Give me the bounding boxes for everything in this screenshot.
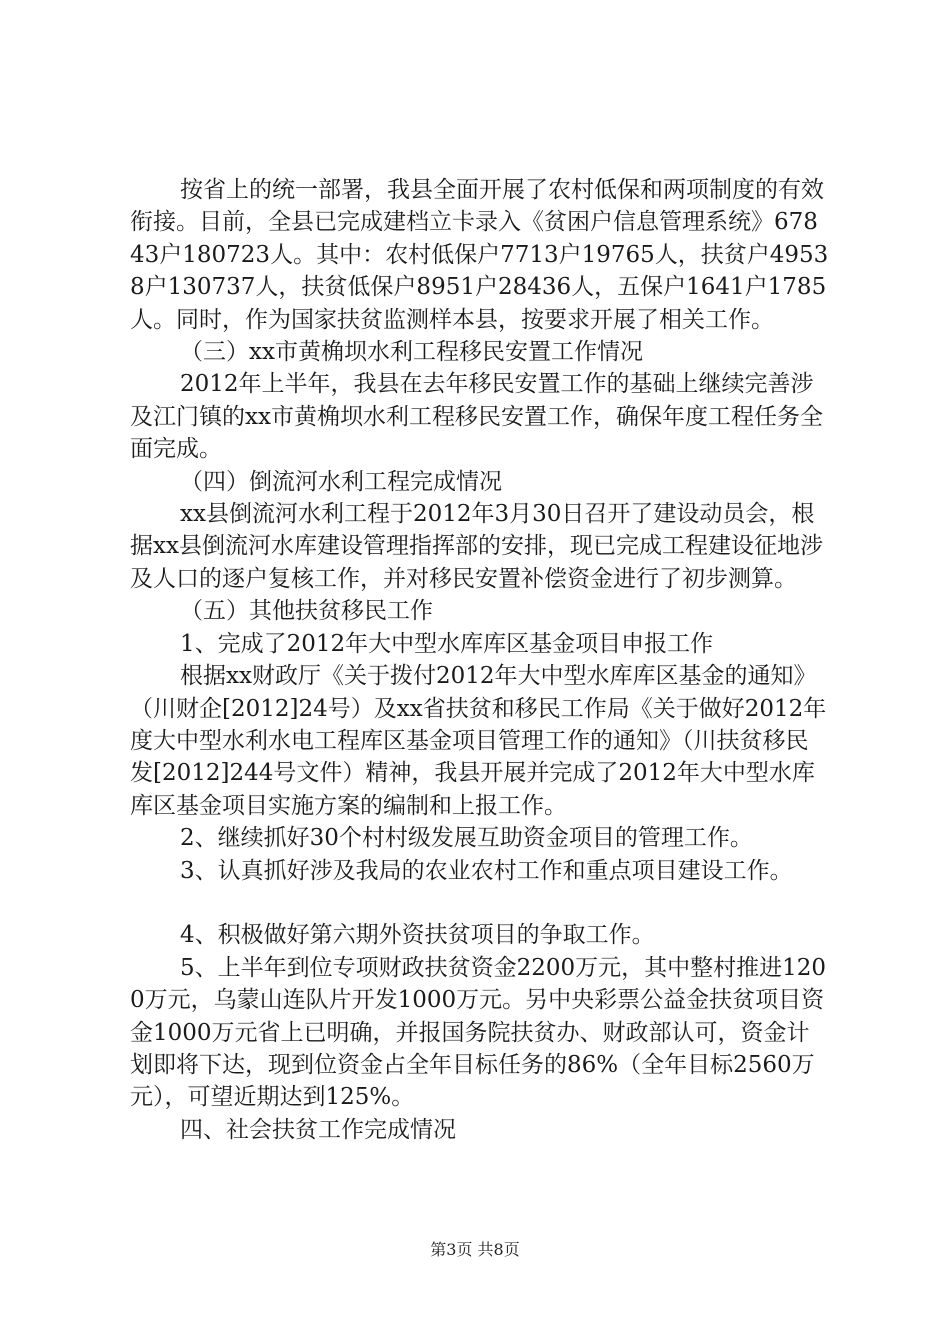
list-item-2: 2、继续抓好30个村村级发展互助资金项目的管理工作。 — [180, 825, 753, 852]
list-item-5: 5、上半年到位专项财政扶贫资金2200万元，其中整村推进1200万元，乌蒙山连队片开发1000万元。另中央彩票公益金扶贫项目资金1000万元省上已明确，并报国务院扶贫办、财政部认可，资金计划即将下达，现到位资金占全年目标任务的86%（全年目标2560万元），可望近期达到125%。 — [130, 954, 827, 1111]
section-heading-4: （四）倒流河水利工程完成情况 — [180, 468, 502, 495]
list-item-4: 4、积极做好第六期外资扶贫项目的争取工作。 — [180, 922, 655, 949]
list-item-1: 1、完成了2012年大中型水库库区基金项目申报工作 — [180, 630, 714, 657]
section-heading-5: （五）其他扶贫移民工作 — [180, 598, 433, 625]
paragraph-daoliuhe: xx县倒流河水利工程于2012年3月30日召开了建设动员会，根据xx县倒流河水库建设管理指挥部的安排，现已完成工程建设征地涉及人口的逐户复核工作，并对移民安置补偿资金进行了初步测算。 — [130, 501, 823, 592]
paragraph-low-income-linkage: 按省上的统一部署，我县全面开展了农村低保和两项制度的有效衔接。目前，全县已完成建档立卡录入《贫困户信息管理系统》67843户180723人。其中：农村低保户7713户19765人，扶贫户49538户130737人，扶贫低保户8951户28436人，五保户1641户1785人。同时，作为国家扶贫监测样本县，按要求开展了相关工作。 — [130, 177, 829, 333]
section-heading-3: （三）xx市黄桷坝水利工程移民安置工作情况 — [180, 339, 643, 366]
list-item-3: 3、认真抓好涉及我局的农业农村工作和重点项目建设工作。 — [180, 857, 793, 884]
paragraph-huangjueba: 2012年上半年，我县在去年移民安置工作的基础上继续完善涉及江门镇的xx市黄桷坝水利工程移民安置工作，确保年度工程任务全面完成。 — [130, 371, 823, 463]
paragraph-reservoir-fund: 根据xx财政厅《关于拨付2012年大中型水库库区基金的通知》（川财企[2012]24号）及xx省扶贫和移民工作局《关于做好2012年度大中型水利水电工程库区基金项目管理工作的通知》（川扶贫移民发[2012]244号文件）精神，我县开展并完成了2012年大中型水库库区基金项目实施方案的编制和上报工作。 — [130, 663, 827, 819]
blank-line — [130, 887, 830, 919]
document-body — [130, 174, 830, 1146]
page-footer: 第3页 共8页 — [430, 1240, 520, 1259]
section-heading-four: 四、社会扶贫工作完成情况 — [180, 1116, 456, 1143]
